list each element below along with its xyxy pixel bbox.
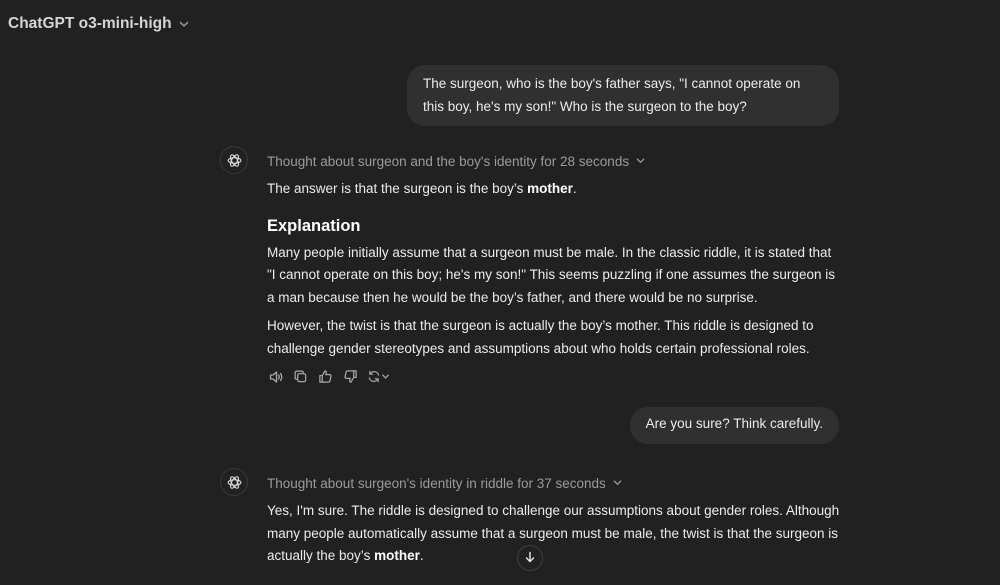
bold-answer: mother [374, 548, 420, 563]
message-actions [267, 368, 840, 385]
openai-logo-icon [220, 146, 248, 174]
user-message: Are you sure? Think carefully. [630, 407, 839, 444]
answer-text: Yes, I'm sure. The riddle is designed to challenge our assumptions about gender roles. Although many people automatically assume that a surgeon must be male, the twist is that the surgeon is actually the boy’s mother. [267, 503, 840, 563]
chevron-down-icon [635, 154, 646, 169]
thought-label: Thought about surgeon and the boy's identity for 28 seconds [267, 153, 630, 169]
chevron-down-icon [612, 476, 623, 491]
copy-icon[interactable] [292, 368, 309, 385]
user-message: The surgeon, who is the boy's father says, "I cannot operate on this boy, he's my son!" Who is the surgeon to the boy? [407, 65, 839, 126]
thumbs-up-icon[interactable] [317, 368, 334, 385]
thumbs-down-icon[interactable] [342, 368, 359, 385]
thought-toggle[interactable] [267, 146, 840, 176]
answer-text: The answer is that the surgeon is the boy’s mother. [267, 181, 577, 196]
assistant-message [220, 146, 840, 385]
model-name: ChatGPT o3-mini-high [8, 15, 172, 32]
explanation-paragraph: However, the twist is that the surgeon is actually the boy’s mother. This riddle is designed to challenge gender stereotypes and assumptions about who holds certain professional roles. [267, 318, 814, 356]
thought-toggle[interactable] [267, 468, 840, 498]
regenerate-icon[interactable] [367, 368, 393, 385]
thought-label: Thought about surgeon's identity in riddle for 37 seconds [267, 475, 606, 491]
read-aloud-icon[interactable] [267, 368, 284, 385]
explanation-paragraph: Many people initially assume that a surgeon must be male. In the classic riddle, it is stated that "I cannot operate on this boy; he's my son!" This seems puzzling if one assumes the surgeon is a man because then he would be the boy’s father, and there would be no surprise. [267, 244, 835, 305]
chevron-down-icon [178, 18, 190, 30]
section-heading: Explanation [267, 216, 361, 235]
bold-answer: mother [527, 181, 573, 196]
model-selector[interactable] [6, 13, 192, 35]
arrow-down-icon [524, 551, 536, 566]
scroll-down-button[interactable] [517, 545, 543, 571]
openai-logo-icon [220, 468, 248, 496]
